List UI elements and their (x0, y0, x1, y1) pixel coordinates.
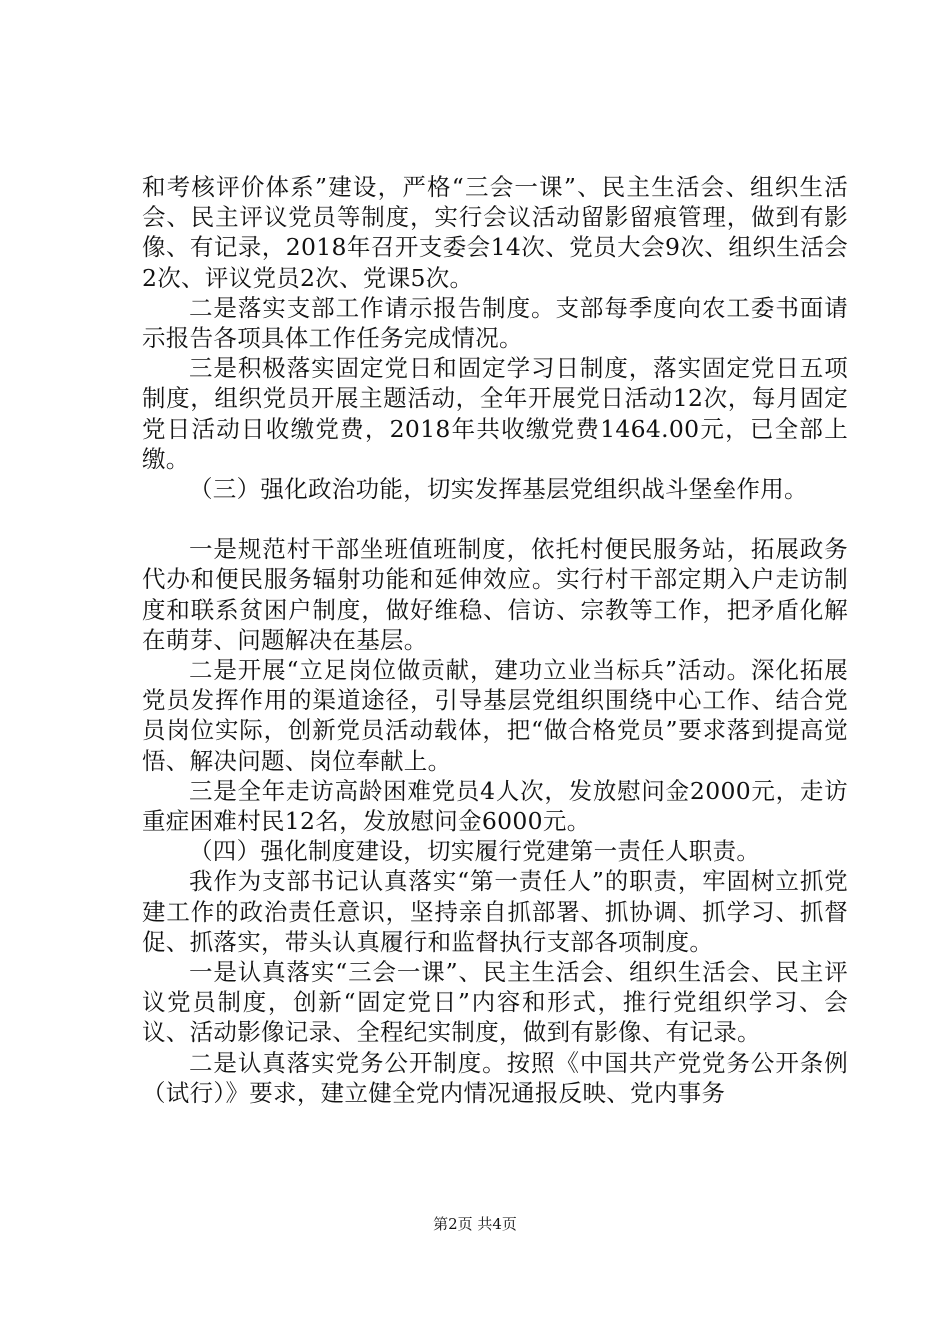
paragraph-three-meetings: 一是认真落实“三会一课”、民主生活会、组织生活会、民主评议党员制度，创新“固定党日”内容和形式，推行党组织学习、会议、活动影像记录、全程纪实制度，做到有影像、有记录。 (142, 958, 848, 1047)
paragraph-model-activity: 二是开展“立足岗位做贡献，建功立业当标兵”活动。深化拓展党员发挥作用的渠道途径，引导基层党组织围绕中心工作、结合党员岗位实际，创新党员活动载体，把“做合格党员”要求落到提高觉悟、解决问题、岗位奉献上。 (142, 656, 848, 775)
page-footer: 第2页 共4页 (433, 1215, 517, 1233)
section-heading-3: （三）强化政治功能，切实发挥基层党组织战斗堡垒作用。 (189, 475, 808, 504)
paragraph-continuation: 和考核评价体系”建设，严格“三会一课”、民主生活会、组织生活会、民主评议党员等制度，实行会议活动留影留痕管理，做到有影像、有记录，2018年召开支委会14次、党员大会9次、组织生活会2次、评议党员2次、党课5次。 (142, 173, 848, 292)
paragraph-report-system: 二是落实支部工作请示报告制度。支部每季度向农工委书面请示报告各项具体工作任务完成情况。 (142, 293, 848, 353)
paragraph-duty-system: 一是规范村干部坐班值班制度，依托村便民服务站，拓展政务代办和便民服务辐射功能和延伸效应。实行村干部定期入户走访制度和联系贫困户制度，做好维稳、信访、宗教等工作，把矛盾化解在萌芽、问题解决在基层。 (142, 535, 848, 654)
paragraph-party-day: 三是积极落实固定党日和固定学习日制度，落实固定党日五项制度，组织党员开展主题活动，全年开展党日活动12次，每月固定党日活动日收缴党费，2018年共收缴党费1464.00元，已全部上缴。 (142, 354, 848, 473)
paragraph-first-responsible: 我作为支部书记认真落实“第一责任人”的职责，牢固树立抓党建工作的政治责任意识，坚持亲自抓部署、抓协调、抓学习、抓督促、抓落实，带头认真履行和监督执行支部各项制度。 (142, 867, 848, 956)
paragraph-disclosure: 二是认真落实党务公开制度。按照《中国共产党党务公开条例（试行）》要求，建立健全党内情况通报反映、党内事务 (142, 1048, 848, 1107)
paragraph-visits: 三是全年走访高龄困难党员4人次，发放慰问金2000元，走访重症困难村民12名，发放慰问金6000元。 (142, 776, 848, 836)
document-body (142, 172, 848, 1108)
section-heading-4: （四）强化制度建设，切实履行党建第一责任人职责。 (189, 837, 761, 866)
